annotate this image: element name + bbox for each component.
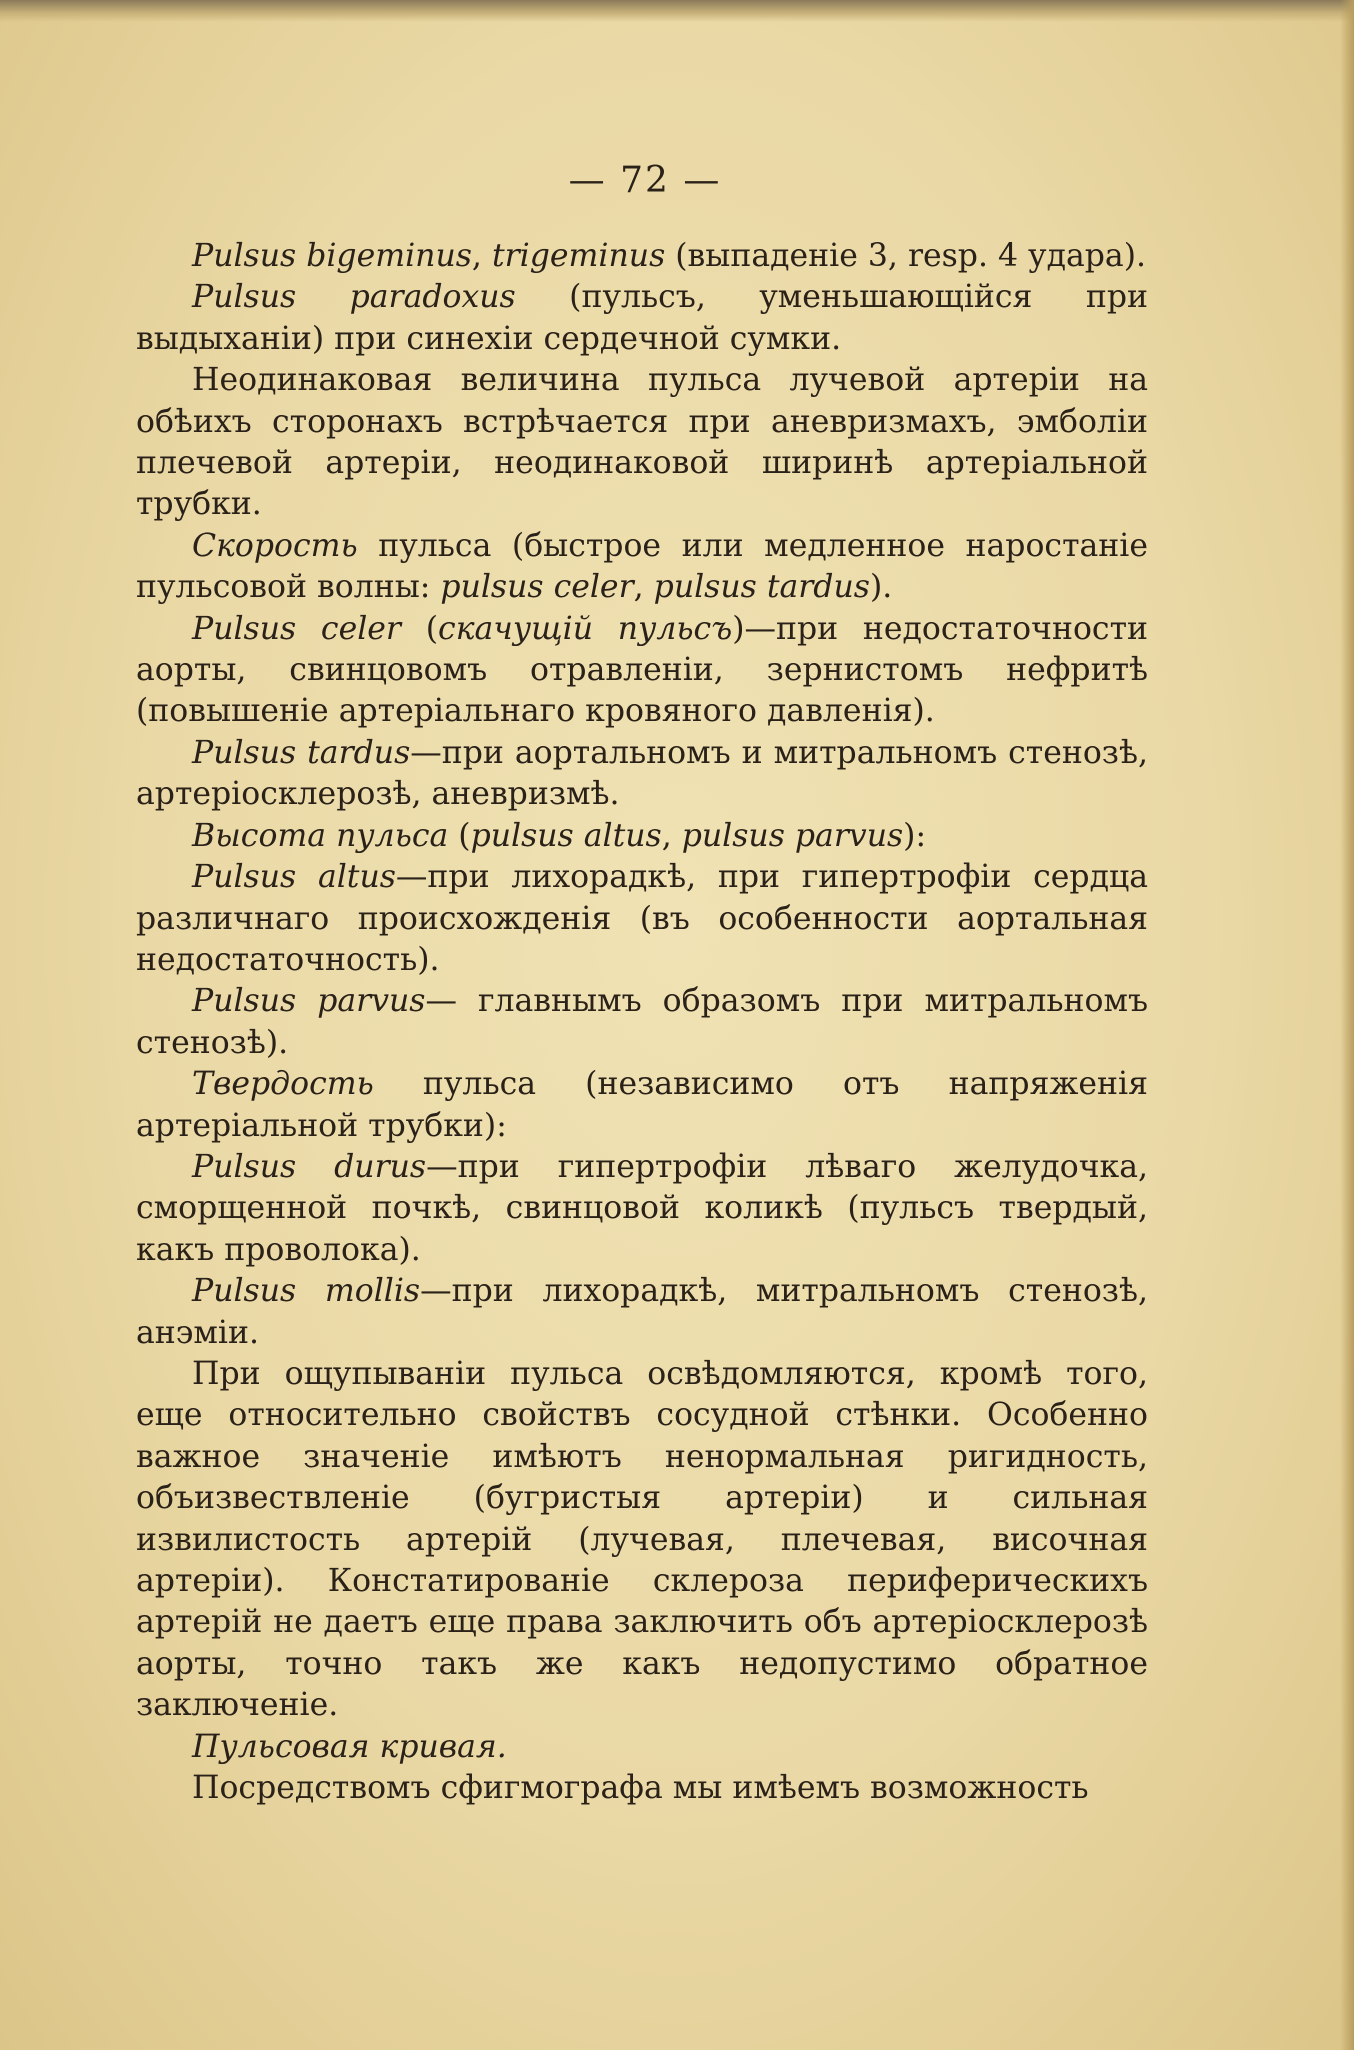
italic-term: скачущій пульсъ	[438, 610, 733, 647]
italic-term: pulsus parvus	[681, 817, 904, 854]
page-number: — 72 —	[568, 160, 722, 201]
text-run: Неодинаковая величина пульса лучевой артеріи на обѣихъ сторонахъ встрѣчается при аневризмахъ, эмболіи плечевой артеріи, неодинаковой ширинѣ артеріальной трубки.	[136, 362, 1148, 523]
text-run: пульса (быстрое или медленное наростаніе пульсовой волны:	[136, 527, 1148, 606]
body-text	[136, 236, 1148, 1809]
text-run: (пульсъ, уменьшающійся при выдыханіи) при синехіи сердечной сумки.	[136, 279, 1148, 357]
text-run: ,	[661, 817, 682, 854]
paragraph-p9	[136, 981, 1148, 1064]
paragraph-p6	[136, 733, 1148, 816]
paragraph-p2	[136, 277, 1148, 360]
paragraph-p4	[136, 526, 1148, 609]
italic-term: Pulsus durus	[192, 1148, 427, 1185]
italic-term: Твердость	[192, 1066, 374, 1103]
paragraph-p11	[136, 1147, 1148, 1271]
paragraph-p12	[136, 1271, 1148, 1354]
text-run: ):	[903, 817, 927, 854]
paragraph-p13	[136, 1354, 1148, 1727]
text-run: )—при недостаточности аорты, свинцовомъ отравленіи, зернистомъ нефритѣ (повышеніе артеріальнаго кровяного давленія).	[136, 610, 1148, 730]
text-run: (	[448, 817, 471, 854]
text-run: ,	[633, 569, 654, 606]
text-run: ,	[471, 238, 492, 274]
paragraph-p1	[136, 236, 1148, 277]
italic-term: Pulsus mollis	[192, 1273, 421, 1310]
italic-term: Высота пульса	[192, 817, 449, 854]
page-right-edge	[1340, 0, 1354, 2050]
italic-term: Pulsus tardus	[192, 734, 411, 771]
paragraph-p14	[136, 1727, 1148, 1768]
italic-term: Pulsus celer	[192, 610, 401, 647]
text-run: —при лихорадкѣ, при гипертрофіи сердца различнаго происхожденія (въ особенности аортальная недостаточность).	[136, 859, 1148, 978]
italic-term: Пульсовая кривая.	[192, 1728, 507, 1765]
italic-term: Pulsus parvus	[192, 983, 426, 1020]
text-run: — главнымъ образомъ при митральномъ стенозѣ).	[136, 983, 1148, 1061]
text-run: —при аортальномъ и митральномъ стенозѣ, артеріосклерозѣ, аневризмѣ.	[136, 734, 1148, 813]
italic-term: Pulsus altus	[192, 859, 396, 896]
italic-term: pulsus celer	[440, 569, 634, 606]
text-run: ).	[869, 569, 893, 606]
italic-term: Скорость	[192, 527, 358, 564]
italic-term: Pulsus paradoxus	[192, 279, 516, 316]
text-run: Посредствомъ сфигмографа мы имѣемъ возможность	[192, 1770, 1089, 1807]
page-top-edge	[0, 0, 1354, 22]
paragraph-p10	[136, 1064, 1148, 1147]
text-run: пульса (независимо отъ напряженія артеріальной трубки):	[136, 1066, 1148, 1144]
italic-term: trigeminus	[491, 238, 666, 274]
paragraph-p3	[136, 360, 1148, 526]
text-run: (	[401, 610, 439, 647]
paragraph-p7	[136, 816, 1148, 857]
text-run: (выпаденіе 3, resp. 4 удара).	[665, 238, 1147, 274]
italic-term: pulsus altus	[470, 817, 662, 854]
paragraph-p5	[136, 609, 1148, 733]
paragraph-p8	[136, 857, 1148, 981]
italic-term: pulsus tardus	[653, 569, 870, 606]
text-run: —при лихорадкѣ, митральномъ стенозѣ, анэміи.	[136, 1273, 1148, 1351]
italic-term: Pulsus bigeminus	[192, 238, 472, 274]
text-run: —при гипертрофіи лѣваго желудочка, сморщенной почкѣ, свинцовой коликѣ (пульсъ твердый, какъ проволока).	[136, 1148, 1148, 1268]
text-run: При ощупываніи пульса освѣдомляются, кромѣ того, еще относительно свойствъ сосудной стѣнки. Особенно важное значеніе имѣютъ ненормальная ригидность, объизвествленіе (бугристыя артеріи) и сильная извилистость артерій (лучевая, плечевая, височная артеріи). Констатированіе склероза периферическихъ артерій не даетъ еще права заключить объ артеріосклерозѣ аорты, точно такъ же какъ недопустимо обратное заключеніе.	[136, 1355, 1148, 1724]
paragraph-p15	[136, 1768, 1148, 1809]
